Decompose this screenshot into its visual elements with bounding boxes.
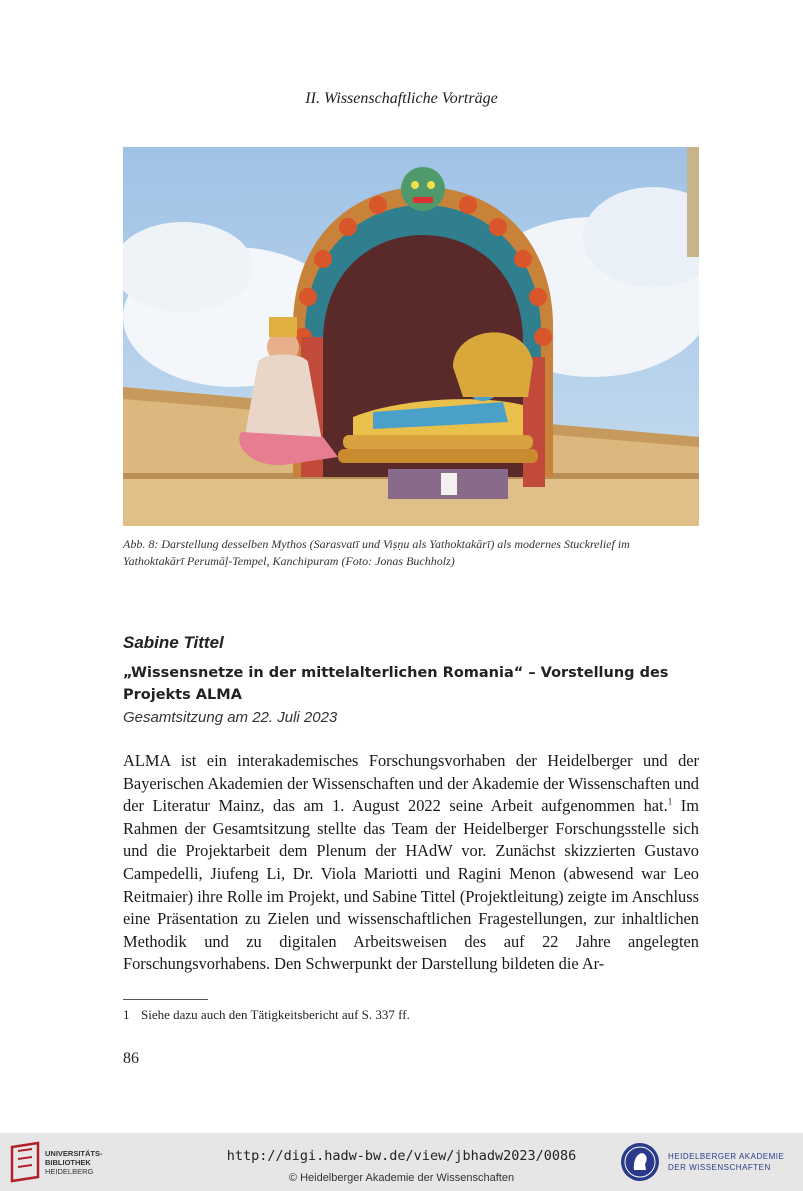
paragraph bbox=[123, 750, 699, 976]
caption-line: Yathoktakārī Perumāḷ-Tempel, Kanchipuram (Foto: Jonas Buchholz) bbox=[123, 554, 455, 568]
figure-caption bbox=[123, 536, 703, 570]
library-line: UNIVERSITÄTS- bbox=[45, 1149, 103, 1158]
body-part-2: Im Rahmen der Gesamtsitzung stellte das Team der Heidelberger Forschungsstelle sich und die Projektarbeit dem Plenum der HAdW vor. Zunächst skizzierten Gustavo Campedelli, Jiufeng Li, Dr. Viola Mariotti und Ragini Menon (abwesend war Leo Reitmaier) ihre Rolle im Projekt, und Sabine Tittel (Projektleitung) zeigte im Anschluss eine Präsentation zu Zielen und wissenschaftlichen Fragestellungen, zur inhaltlichen Methodik und zu digitalen Arbeitsweisen des auf 22 Jahre angelegten Forschungsvorhabens. Den Schwerpunkt der Darstellung bildeten die Ar- bbox=[123, 796, 700, 974]
academy-line: HEIDELBERGER AKADEMIE bbox=[668, 1152, 785, 1161]
permalink-url[interactable]: http://digi.hadw-bw.de/view/jbhadw2023/0086 bbox=[226, 1148, 577, 1164]
library-line: BIBLIOTHEK bbox=[45, 1158, 91, 1167]
footnote bbox=[123, 1007, 410, 1023]
body-part-1: ALMA ist ein interakademisches Forschungsvorhaben der Heidelberger und der Bayerischen Akademien der Wissenschaften und der Akademie der Wissenschaften und der Literatur Mainz, das am 1. August 2022 seine Arbeit aufgenommen hat. bbox=[123, 751, 699, 816]
library-line: HEIDELBERG bbox=[45, 1167, 94, 1176]
stucco-relief-illustration bbox=[123, 147, 699, 526]
footnote-divider bbox=[123, 999, 208, 1000]
footnote-text: Siehe dazu auch den Tätigkeitsbericht auf S. 337 ff. bbox=[141, 1007, 410, 1022]
caption-line: Abb. 8: Darstellung desselben Mythos (Sarasvatī und Viṣṇu als Yathoktakārī) als modernes Stuckrelief im bbox=[123, 537, 630, 551]
footnote-number: 1 bbox=[123, 1007, 130, 1022]
page-number: 86 bbox=[123, 1050, 139, 1067]
academy-line: DER WISSENSCHAFTEN bbox=[668, 1163, 771, 1172]
temple-relief-photo bbox=[123, 147, 699, 526]
author-name: Sabine Tittel bbox=[123, 633, 224, 652]
body-text bbox=[123, 750, 699, 976]
footnote-reference[interactable]: 1 bbox=[667, 796, 673, 807]
session-date: Gesamtsitzung am 22. Juli 2023 bbox=[123, 709, 338, 726]
copyright-notice: © Heidelberger Akademie der Wissenschaften bbox=[288, 1172, 515, 1184]
academy-seal-icon[interactable] bbox=[620, 1142, 660, 1182]
academy-name bbox=[668, 1151, 784, 1173]
talk-title: „Wissensnetze in der mittelalterlichen Romania“ – Vorstellung des Projekts ALMA bbox=[123, 665, 669, 703]
running-head: II. Wissenschaftliche Vorträge bbox=[305, 90, 498, 107]
